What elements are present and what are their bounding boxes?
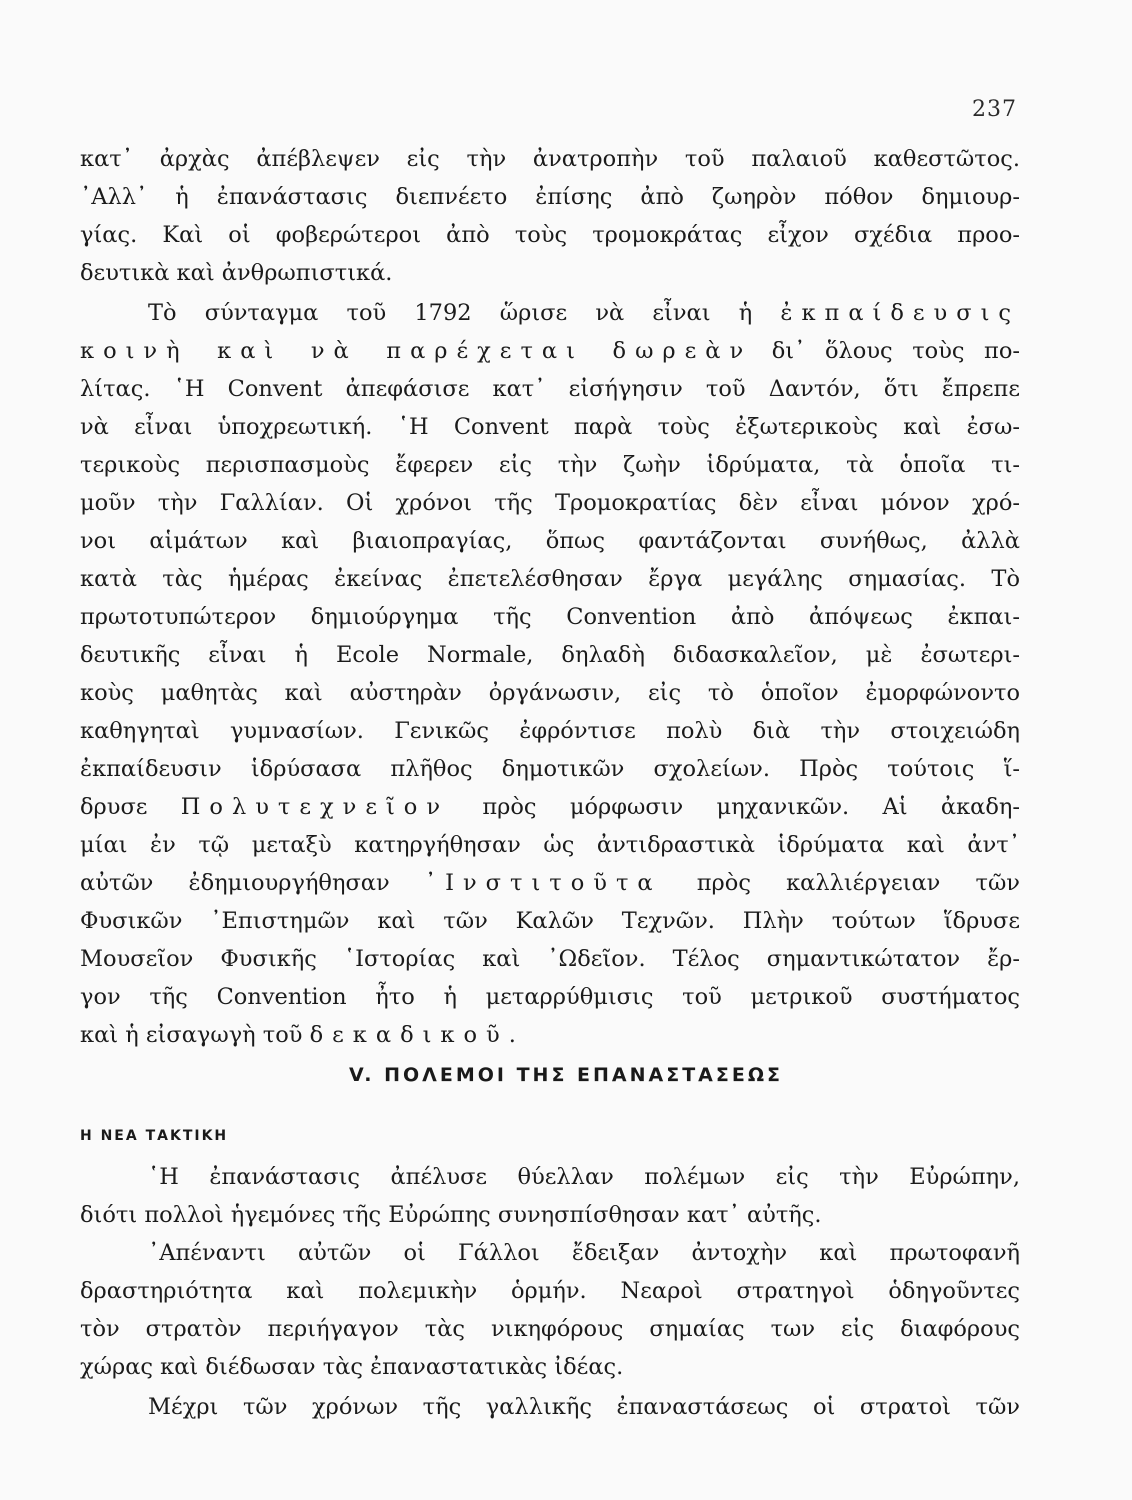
text-line: καθηγηταὶ γυμνασίων. Γενικῶς ἐφρόντισε πολὺ διὰ τὴν στοιχειώδη: [80, 718, 1020, 744]
text-line: [148, 294, 1020, 332]
text-span: καὶ ἡ εἰσαγωγὴ τοῦ: [80, 1022, 303, 1048]
text-line: Μέχρι τῶν χρόνων τῆς γαλλικῆς ἐπαναστάσεως οἱ στρατοὶ τῶν: [148, 1394, 1020, 1420]
text-line: ἐκπαίδευσιν ἱδρύσασα πλῆθος δημοτικῶν σχολείων. Πρὸς τούτοις ἵ-: [80, 756, 1020, 782]
text-line: Φυσικῶν ᾽Επιστημῶν καὶ τῶν Καλῶν Τεχνῶν. Πλὴν τούτων ἵδρυσε: [80, 908, 1020, 934]
subsection-heading: Η ΝΕΑ ΤΑΚΤΙΚΗ: [80, 1128, 229, 1144]
text-span: πρὸς μόρφωσιν μηχανικῶν. Αἱ ἀκαδη-: [482, 794, 1020, 820]
text-line: μοῦν τὴν Γαλλίαν. Οἱ χρόνοι τῆς Τρομοκρατίας δὲν εἶναι μόνον χρό-: [80, 490, 1020, 516]
text-line: [80, 332, 1020, 370]
text-line: Μουσεῖον Φυσικῆς ῾Ιστορίας καὶ ᾽Ωδεῖον. Τέλος σημαντικώτατον ἔρ-: [80, 946, 1020, 972]
section-heading: V. ΠΟΛΕΜΟΙ ΤΗΣ ΕΠΑΝΑΣΤΑΣΕΩΣ: [349, 1064, 783, 1086]
text-line: διότι πολλοὶ ἡγεμόνες τῆς Εὐρώπης συνησπίσθησαν κατ᾽ αὐτῆς.: [80, 1202, 822, 1228]
text-line: δευτικῆς εἶναι ἡ Ecole Normale, δηλαδὴ διδασκαλεῖον, μὲ ἐσωτερι-: [80, 642, 1020, 668]
page-number: 237: [972, 97, 1017, 122]
emphasized-text: Πολυτεχνεῖον: [180, 794, 450, 820]
text-line: γον τῆς Convention ἦτο ἡ μεταρρύθμισις τοῦ μετρικοῦ συστήματος: [80, 984, 1020, 1010]
text-line: νὰ εἶναι ὑποχρεωτική. ῾Η Convent παρὰ τοὺς ἐξωτερικοὺς καὶ ἐσω-: [80, 414, 1020, 440]
emphasized-text: ᾽Ινστιτοῦτα: [424, 870, 662, 896]
text-line: [80, 1016, 1020, 1054]
text-line: ᾽Αλλ᾽ ἡ ἐπανάστασις διεπνέετο ἐπίσης ἀπὸ ζωηρὸν πόθον δημιουρ-: [80, 184, 1020, 210]
text-span: πρὸς καλλιέργειαν τῶν: [696, 870, 1020, 896]
text-line: [80, 788, 1020, 826]
text-span: δρυσε: [80, 794, 148, 820]
emphasized-text: ἐκπαίδευσις: [780, 300, 1020, 326]
text-line: χώρας καὶ διέδωσαν τὰς ἐπαναστατικὰς ἰδέας.: [80, 1354, 624, 1380]
text-line: νοι αἱμάτων καὶ βιαιοπραγίας, ὅπως φαντάζονται συνήθως, ἀλλὰ: [80, 528, 1020, 554]
emphasized-text: δεκαδικοῦ.: [309, 1022, 525, 1048]
text-line: κατὰ τὰς ἡμέρας ἐκείνας ἐπετελέσθησαν ἔργα μεγάλης σημασίας. Τὸ: [80, 566, 1020, 592]
text-line: ῾Η ἐπανάστασις ἀπέλυσε θύελλαν πολέμων εἰς τὴν Εὐρώπην,: [148, 1164, 1020, 1190]
text-line: δραστηριότητα καὶ πολεμικὴν ὁρμήν. Νεαροὶ στρατηγοὶ ὁδηγοῦντες: [80, 1278, 1020, 1304]
text-line: τὸν στρατὸν περιήγαγον τὰς νικηφόρους σημαίας των εἰς διαφόρους: [80, 1316, 1020, 1342]
text-line: δευτικὰ καὶ ἀνθρωπιστικά.: [80, 260, 393, 286]
text-span: δι᾽ ὅλους τοὺς πο-: [771, 338, 1020, 364]
text-line: τερικοὺς περισπασμοὺς ἔφερεν εἰς τὴν ζωὴν ἱδρύματα, τὰ ὁποῖα τι-: [80, 452, 1020, 478]
text-line: πρωτοτυπώτερον δημιούργημα τῆς Convention ἀπὸ ἀπόψεως ἐκπαι-: [80, 604, 1020, 630]
text-line: λίτας. ῾Η Convent ἀπεφάσισε κατ᾽ εἰσήγησιν τοῦ Δαντόν, ὅτι ἔπρεπε: [80, 376, 1020, 402]
text-line: [80, 864, 1020, 902]
text-line: κοὺς μαθητὰς καὶ αὐστηρὰν ὀργάνωσιν, εἰς τὸ ὁποῖον ἐμορφώνοντο: [80, 680, 1020, 706]
emphasized-text: κοινὴ καὶ νὰ παρέχεται δωρεὰν: [80, 338, 753, 364]
text-span: αὐτῶν ἐδημιουργήθησαν: [80, 870, 390, 896]
text-line: μίαι ἐν τῷ μεταξὺ κατηργήθησαν ὡς ἀντιδραστικὰ ἱδρύματα καὶ ἀντ᾽: [80, 832, 1020, 858]
text-line: κατ᾽ ἀρχὰς ἀπέβλεψεν εἰς τὴν ἀνατροπὴν τοῦ παλαιοῦ καθεστῶτος.: [80, 146, 1020, 172]
text-line: ᾽Απέναντι αὐτῶν οἱ Γάλλοι ἔδειξαν ἀντοχὴν καὶ πρωτοφανῆ: [148, 1240, 1020, 1266]
text-line: γίας. Καὶ οἱ φοβερώτεροι ἀπὸ τοὺς τρομοκράτας εἶχον σχέδια προο-: [80, 222, 1020, 248]
text-span: Τὸ σύνταγμα τοῦ 1792 ὥρισε νὰ εἶναι ἡ: [148, 300, 753, 326]
